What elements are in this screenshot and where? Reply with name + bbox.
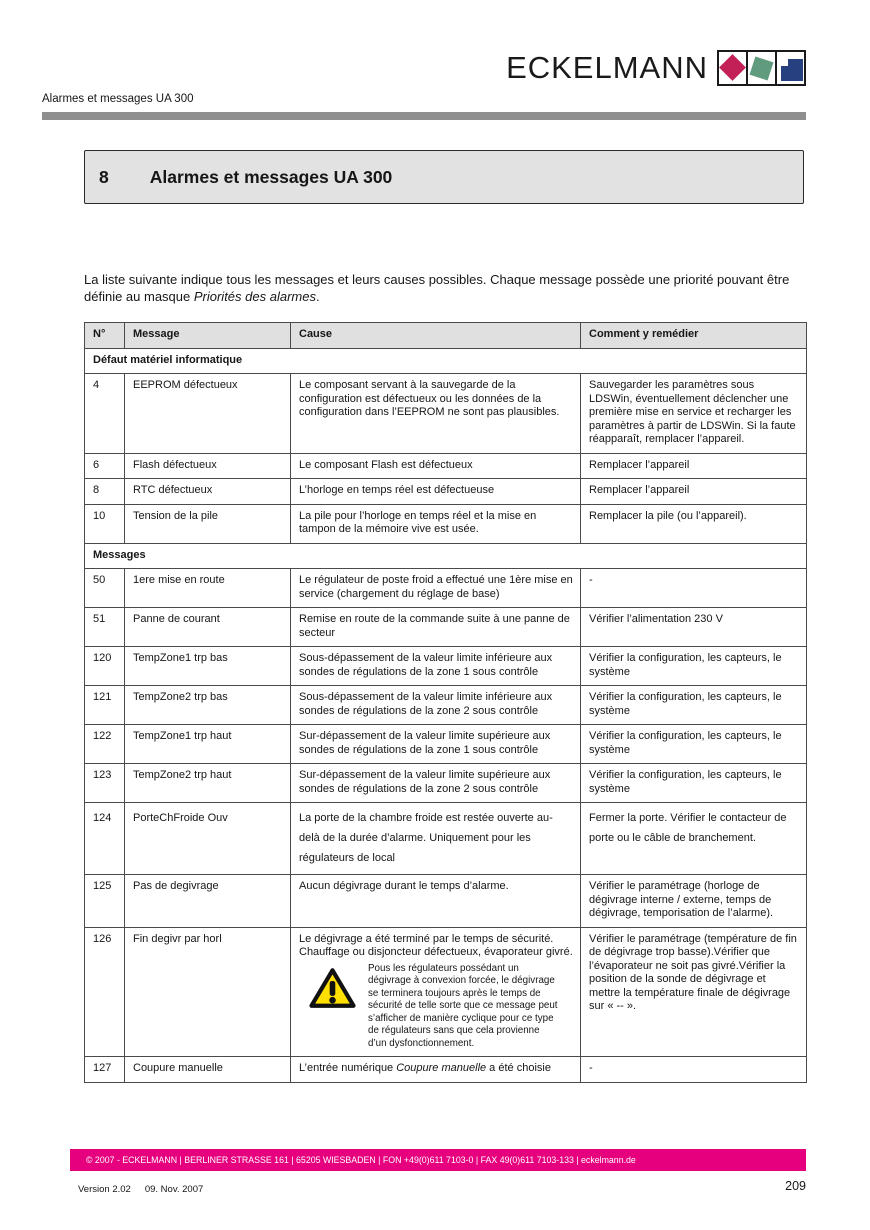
cell-cause: [291, 686, 581, 725]
cause-text: Remise en route de la commande suite à une panne de secteur: [299, 613, 570, 639]
cell-message: TempZone2 trp bas: [125, 686, 291, 725]
cell-remedy: Vérifier la configuration, les capteurs, le système: [581, 647, 807, 686]
cell-remedy: Remplacer l’appareil: [581, 479, 807, 505]
cell-remedy: Remplacer la pile (ou l’appareil).: [581, 504, 807, 543]
cell-number: 6: [85, 453, 125, 479]
cell-remedy: Remplacer l’appareil: [581, 453, 807, 479]
cause-text: Aucun dégivrage durant le temps d’alarme.: [299, 880, 509, 892]
table-row: [85, 647, 807, 686]
cell-number: 124: [85, 803, 125, 875]
cell-cause: [291, 504, 581, 543]
cell-message: Panne de courant: [125, 608, 291, 647]
italic-text: Coupure manuelle: [396, 1062, 487, 1074]
cell-cause: [291, 647, 581, 686]
table-header-row: [85, 323, 807, 349]
chapter-number: 8: [99, 166, 109, 187]
table-row: [85, 608, 807, 647]
cell-remedy: Vérifier la configuration, les capteurs, le système: [581, 725, 807, 764]
cell-message: EEPROM défectueux: [125, 374, 291, 454]
table-row: [85, 764, 807, 803]
cell-remedy: Vérifier l’alimentation 230 V: [581, 608, 807, 647]
intro-paragraph: [84, 271, 808, 305]
blue-square: [781, 59, 803, 81]
cause-text: La pile pour l’horloge en temps réel et la mise en tampon de la mémoire vive est usée.: [299, 509, 537, 535]
col-header-remedy: Comment y remédier: [581, 323, 807, 349]
warning-icon: [309, 967, 356, 1009]
table-row: [85, 686, 807, 725]
table-row: [85, 927, 807, 1057]
cause-text: Le composant Flash est défectueux: [299, 458, 473, 471]
cause-text: Sur-dépassement de la valeur limite supérieure aux sondes de régulations de la zone 2 sous contrôle: [299, 769, 551, 795]
cell-cause: [291, 453, 581, 479]
cell-number: 120: [85, 647, 125, 686]
cell-message: TempZone1 trp bas: [125, 647, 291, 686]
logo-green-square-icon: [746, 52, 775, 84]
cell-remedy: Fermer la porte. Vérifier le contacteur de porte ou le câble de branchement.: [581, 803, 807, 875]
warning-note: [309, 963, 573, 1051]
table-row: [85, 374, 807, 454]
cell-number: 122: [85, 725, 125, 764]
alarm-table-body: [85, 348, 807, 1082]
cell-number: 127: [85, 1057, 125, 1083]
eckelmann-logo: [506, 50, 806, 86]
cause-text: Sur-dépassement de la valeur limite supérieure aux sondes de régulations de la zone 1 sous contrôle: [299, 730, 551, 756]
table-row: [85, 479, 807, 505]
cell-message: PorteChFroide Ouv: [125, 803, 291, 875]
cause-text: L’horloge en temps réel est défectueuse: [299, 484, 495, 496]
table-row: [85, 875, 807, 928]
cell-cause: [291, 569, 581, 608]
logo-red-diamond-icon: [719, 52, 746, 84]
note-text: Pous les régulateurs possédant un dégivrage à convexion forcée, le dégivrage se terminera toujours après le temps de sécurité de telle sorte que ce message peut s’afficher de manière cyclique pour ce type de régulateurs sans que cela provienne d’un dysfonctionnement.: [368, 962, 558, 1049]
logo-wordmark: ECKELMANN: [506, 50, 708, 85]
cell-number: 8: [85, 479, 125, 505]
text-segment: a été choisie: [486, 1062, 551, 1074]
col-header-cause: Cause: [291, 323, 581, 349]
cell-cause: [291, 927, 581, 1057]
cause-text: Le régulateur de poste froid a effectué une 1ère mise en service (chargement du réglage de base): [299, 574, 573, 600]
table-row: [85, 725, 807, 764]
col-header-message: Message: [125, 323, 291, 349]
alarm-message-table: [84, 322, 807, 1083]
cell-message: Tension de la pile: [125, 504, 291, 543]
cause-text: Sous-dépassement de la valeur limite inférieure aux sondes de régulations de la zone 2 sous contrôle: [299, 691, 553, 717]
table-row: [85, 453, 807, 479]
green-square: [750, 57, 774, 81]
cell-number: 50: [85, 569, 125, 608]
table-row: [85, 569, 807, 608]
table-row: [85, 803, 807, 875]
cell-message: TempZone2 trp haut: [125, 764, 291, 803]
cell-remedy: Vérifier le paramétrage (température de fin de dégivrage trop basse).Vérifier que l’évaporateur ne soit pas givré.Vérifier la position de la sonde de dégivrage et mettre la température finale de dégivrage sur « -- ».: [581, 927, 807, 1057]
cell-number: 4: [85, 374, 125, 454]
cell-message: Flash défectueux: [125, 453, 291, 479]
footer-copyright: © 2007 - ECKELMANN | BERLINER STRASSE 161 | 65205 WIESBADEN | FON +49(0)611 7103-0 | FAX 49(0)611 7103-133 | eckelmann.de: [86, 1155, 636, 1165]
col-header-number: N°: [85, 323, 125, 349]
version-line: [78, 1184, 203, 1195]
cell-cause: [291, 1057, 581, 1083]
cell-number: 125: [85, 875, 125, 928]
cause-text: Le composant servant à la sauvegarde de la configuration est défectueux ou les données de la configuration dans l’EEPROM ne sont pas plausibles.: [299, 379, 560, 418]
cell-message: TempZone1 trp haut: [125, 725, 291, 764]
page-number: 209: [785, 1179, 806, 1193]
cell-remedy: Vérifier le paramétrage (horloge de dégivrage interne / externe, temps de dégivrage, temporisation de l’alarme).: [581, 875, 807, 928]
cell-remedy: Sauvegarder les paramètres sous LDSWin, éventuellement déclencher une première mise en service et recharger les paramètres à partir de LDSWin. Si la faute réapparaît, remplacer l’appareil.: [581, 374, 807, 454]
cell-number: 51: [85, 608, 125, 647]
cell-cause: [291, 608, 581, 647]
cause-text: Sous-dépassement de la valeur limite inférieure aux sondes de régulations de la zone 1 sous contrôle: [299, 652, 553, 678]
table-row: [85, 1057, 807, 1083]
logo-blue-square-icon: [775, 52, 804, 84]
cell-cause: [291, 374, 581, 454]
cell-number: 121: [85, 686, 125, 725]
cell-remedy: -: [581, 569, 807, 608]
cell-number: 123: [85, 764, 125, 803]
cell-cause: [291, 725, 581, 764]
cell-number: 10: [85, 504, 125, 543]
breadcrumb: Alarmes et messages UA 300: [42, 93, 194, 105]
cell-cause: [291, 875, 581, 928]
chapter-title-box: [84, 150, 804, 204]
version-date: 09. Nov. 2007: [144, 1184, 204, 1195]
cell-message: Fin degivr par horl: [125, 927, 291, 1057]
red-diamond: [719, 54, 746, 81]
header-divider-bar: [42, 112, 806, 120]
version-label: Version 2.02: [78, 1184, 131, 1195]
cause-text: Le dégivrage a été terminé par le temps de sécurité. Chauffage ou disjoncteur défectueux, évaporateur givré.: [299, 932, 573, 958]
section-label: Défaut matériel informatique: [85, 348, 807, 374]
cell-message: 1ere mise en route: [125, 569, 291, 608]
section-label: Messages: [85, 543, 807, 569]
footer-address-bar: [70, 1149, 806, 1171]
cell-remedy: -: [581, 1057, 807, 1083]
cell-number: 126: [85, 927, 125, 1057]
cell-remedy: Vérifier la configuration, les capteurs, le système: [581, 764, 807, 803]
italic-text: Priorités des alarmes: [193, 289, 316, 304]
cell-cause: [291, 479, 581, 505]
cell-cause: [291, 803, 581, 875]
text-segment: .: [315, 289, 320, 304]
cell-message: RTC défectueux: [125, 479, 291, 505]
cell-remedy: Vérifier la configuration, les capteurs, le système: [581, 686, 807, 725]
table-section-row: [85, 543, 807, 569]
cell-message: Coupure manuelle: [125, 1057, 291, 1083]
table-row: [85, 504, 807, 543]
cell-message: Pas de degivrage: [125, 875, 291, 928]
cause-text: La porte de la chambre froide est restée ouverte au-delà de la durée d’alarme. Uniquement pour les régulateurs de local: [299, 812, 553, 864]
cell-cause: [291, 764, 581, 803]
table-section-row: [85, 348, 807, 374]
text-segment: L’entrée numérique: [299, 1062, 397, 1074]
text-segment: La liste suivante indique tous les messages et leurs causes possibles. Chaque message possède une priorité pouvant être définie au masque: [84, 272, 790, 304]
logo-squares-icon: [717, 50, 806, 86]
chapter-title: Alarmes et messages UA 300: [149, 166, 393, 187]
